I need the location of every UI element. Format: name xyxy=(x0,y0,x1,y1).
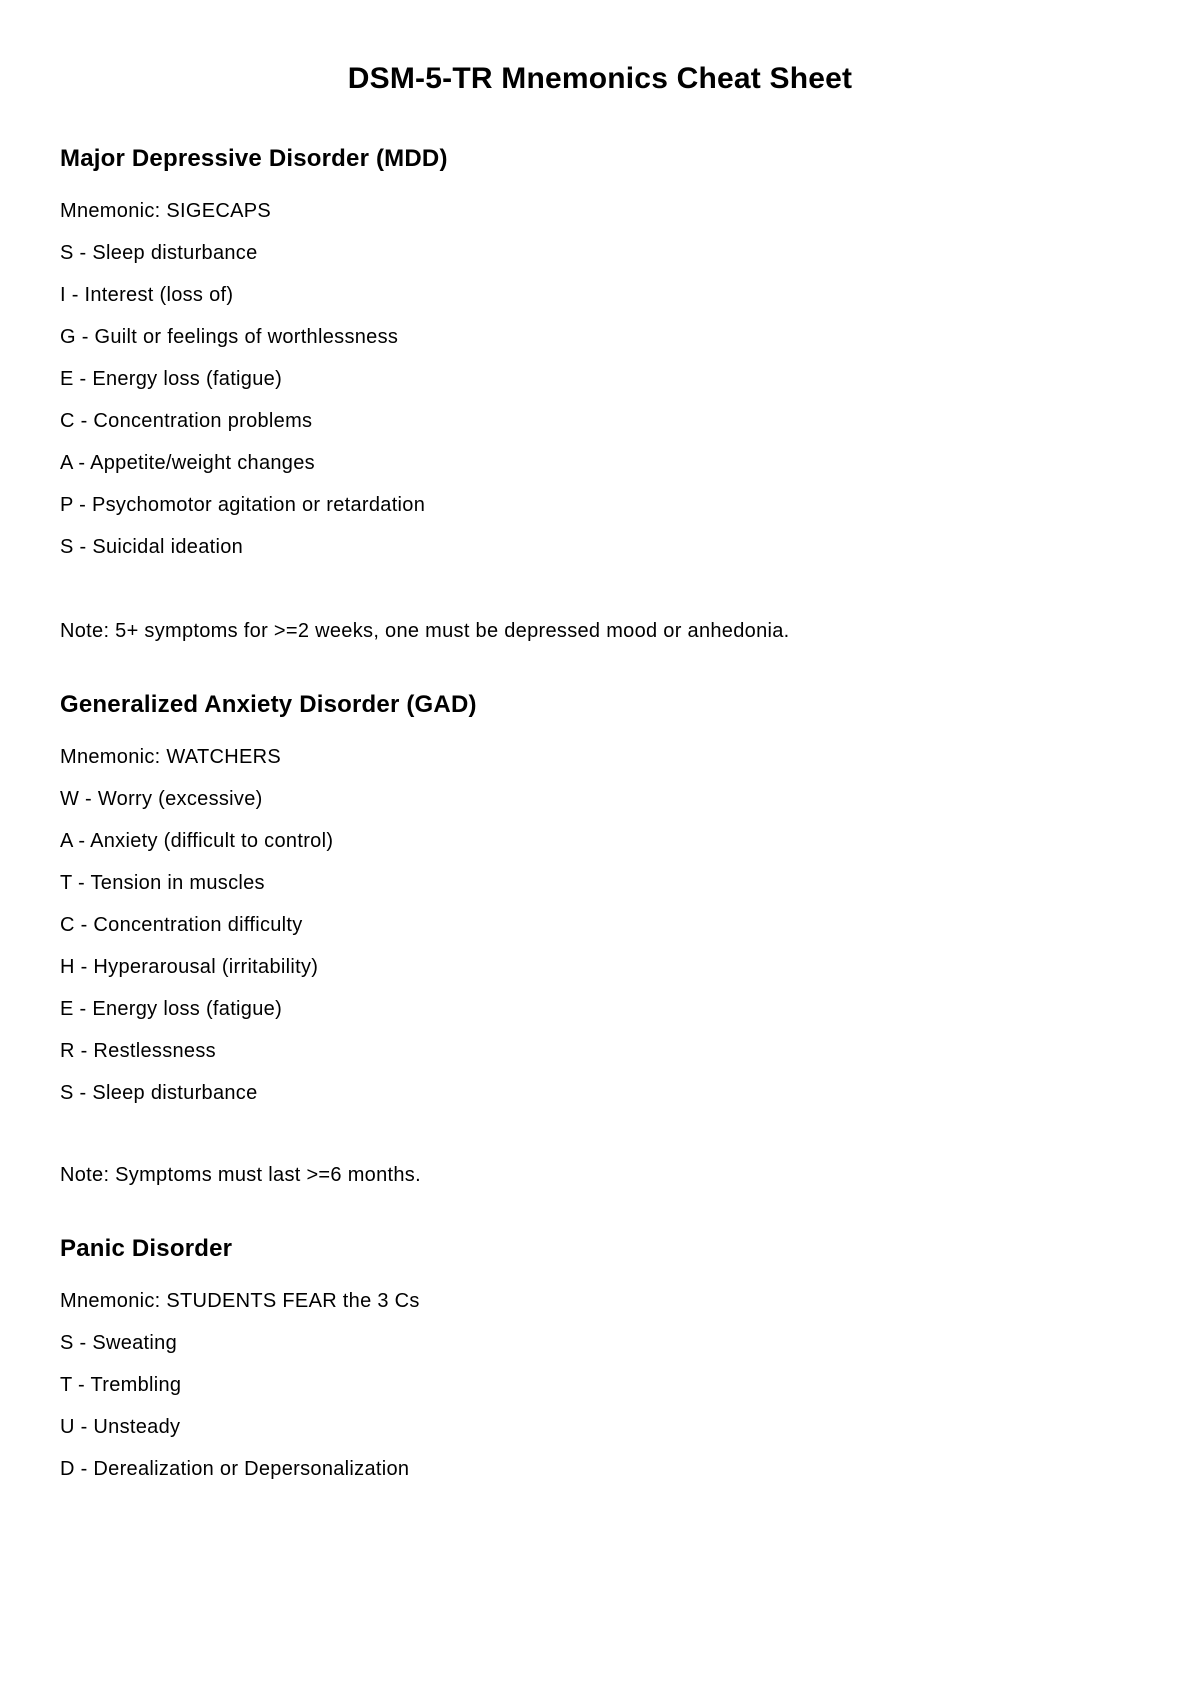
mnemonic-item: E - Energy loss (fatigue) xyxy=(60,368,283,390)
section-major-depressive-disorder xyxy=(60,146,1140,642)
mnemonic-item: D - Derealization or Depersonalization xyxy=(60,1458,410,1480)
mnemonic-item: S - Sweating xyxy=(60,1332,177,1354)
mnemonic-item: A - Appetite/weight changes xyxy=(60,452,315,474)
section-heading-mdd: Major Depressive Disorder (MDD) xyxy=(60,145,448,172)
mnemonic-line-panic: Mnemonic: STUDENTS FEAR the 3 Cs xyxy=(60,1290,420,1312)
section-panic-disorder xyxy=(60,1236,1140,1480)
mnemonic-item: A - Anxiety (difficult to control) xyxy=(60,830,334,852)
section-note-mdd: Note: 5+ symptoms for >=2 weeks, one must be depressed mood or anhedonia. xyxy=(60,620,790,642)
mnemonic-item: R - Restlessness xyxy=(60,1040,216,1062)
document-title: DSM-5-TR Mnemonics Cheat Sheet xyxy=(347,62,853,95)
mnemonic-item: E - Energy loss (fatigue) xyxy=(60,998,283,1020)
mnemonic-item: S - Sleep disturbance xyxy=(60,242,258,264)
mnemonic-item: C - Concentration problems xyxy=(60,410,313,432)
mnemonic-line-gad: Mnemonic: WATCHERS xyxy=(60,746,281,768)
section-heading-panic: Panic Disorder xyxy=(60,1235,233,1262)
mnemonic-item: G - Guilt or feelings of worthlessness xyxy=(60,326,399,348)
section-note-gad: Note: Symptoms must last >=6 months. xyxy=(60,1164,421,1186)
mnemonic-item: P - Psychomotor agitation or retardation xyxy=(60,494,426,516)
mnemonic-item: W - Worry (excessive) xyxy=(60,788,263,810)
mnemonic-line-mdd: Mnemonic: SIGECAPS xyxy=(60,200,272,222)
mnemonic-item: I - Interest (loss of) xyxy=(60,284,234,306)
mnemonic-item: H - Hyperarousal (irritability) xyxy=(60,956,319,978)
section-generalized-anxiety-disorder xyxy=(60,692,1140,1186)
mnemonic-item: S - Suicidal ideation xyxy=(60,536,244,558)
mnemonic-item: C - Concentration difficulty xyxy=(60,914,303,936)
mnemonic-item: S - Sleep disturbance xyxy=(60,1082,258,1104)
mnemonic-item: U - Unsteady xyxy=(60,1416,181,1438)
mnemonic-item: T - Trembling xyxy=(60,1374,182,1396)
mnemonic-item: T - Tension in muscles xyxy=(60,872,265,894)
section-heading-gad: Generalized Anxiety Disorder (GAD) xyxy=(60,691,477,718)
